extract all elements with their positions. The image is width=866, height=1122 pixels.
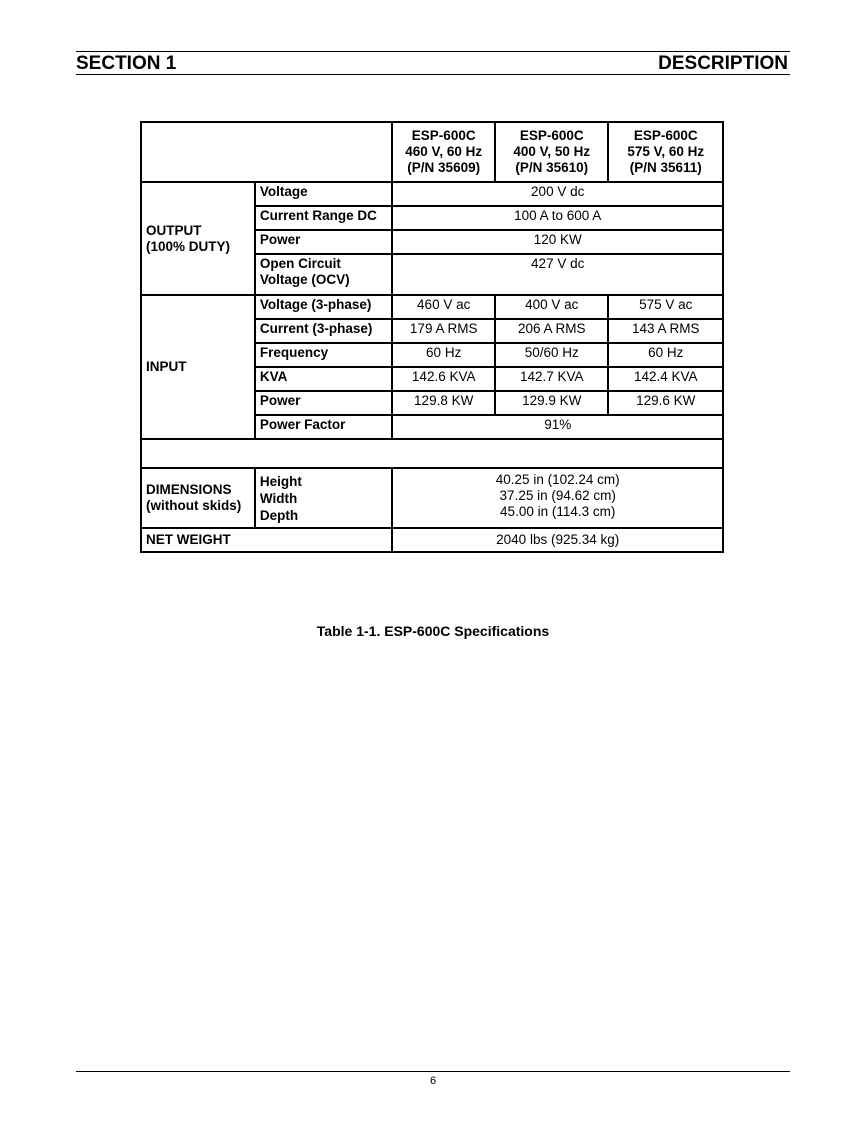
input-group-label: INPUT	[141, 295, 255, 439]
input-power-factor-label: Power Factor	[255, 415, 393, 439]
input-frequency-35609: 60 Hz	[392, 343, 495, 367]
output-power-value: 120 KW	[392, 230, 723, 254]
table-row	[141, 182, 723, 206]
input-kva-label: KVA	[255, 367, 393, 391]
input-current-35610: 206 A RMS	[495, 319, 609, 343]
output-ocv-value: 427 V dc	[392, 254, 723, 295]
column-header-35611: ESP-600C 575 V, 60 Hz (P/N 35611)	[608, 122, 723, 182]
input-frequency-label: Frequency	[255, 343, 393, 367]
output-group-label: OUTPUT (100% DUTY)	[141, 182, 255, 295]
dimensions-label: DIMENSIONS (without skids)	[141, 468, 255, 528]
input-voltage-label: Voltage (3-phase)	[255, 295, 393, 319]
column-header-35609: ESP-600C 460 V, 60 Hz (P/N 35609)	[392, 122, 495, 182]
input-power-35611: 129.6 KW	[608, 391, 723, 415]
output-voltage-value: 200 V dc	[392, 182, 723, 206]
output-current-value: 100 A to 600 A	[392, 206, 723, 230]
section-number: SECTION 1	[76, 53, 177, 74]
output-power-label: Power	[255, 230, 393, 254]
dimensions-values: 40.25 in (102.24 cm) 37.25 in (94.62 cm) 45.00 in (114.3 cm)	[392, 468, 723, 528]
net-weight-label: NET WEIGHT	[141, 528, 392, 552]
output-current-label: Current Range DC	[255, 206, 393, 230]
section-title: DESCRIPTION	[658, 53, 788, 74]
input-power-35610: 129.9 KW	[495, 391, 609, 415]
input-power-factor-value: 91%	[392, 415, 723, 439]
page-number: 6	[429, 1075, 437, 1087]
spacer-cell	[141, 439, 723, 468]
spacer-row	[141, 439, 723, 468]
net-weight-value: 2040 lbs (925.34 kg)	[392, 528, 723, 552]
input-kva-35611: 142.4 KVA	[608, 367, 723, 391]
input-voltage-35610: 400 V ac	[495, 295, 609, 319]
input-frequency-35610: 50/60 Hz	[495, 343, 609, 367]
column-header-35610: ESP-600C 400 V, 50 Hz (P/N 35610)	[495, 122, 609, 182]
input-kva-35609: 142.6 KVA	[392, 367, 495, 391]
table-row	[141, 528, 723, 552]
dimensions-axis-labels: Height Width Depth	[255, 468, 393, 528]
table-row	[141, 468, 723, 528]
input-voltage-35609: 460 V ac	[392, 295, 495, 319]
output-ocv-label: Open Circuit Voltage (OCV)	[255, 254, 393, 295]
section-header	[76, 51, 790, 75]
input-kva-35610: 142.7 KVA	[495, 367, 609, 391]
input-current-35609: 179 A RMS	[392, 319, 495, 343]
header-empty-cell	[141, 122, 392, 182]
specifications-table	[140, 121, 724, 553]
output-voltage-label: Voltage	[255, 182, 393, 206]
table-row	[141, 295, 723, 319]
input-power-35609: 129.8 KW	[392, 391, 495, 415]
table-header-row	[141, 122, 723, 182]
input-current-35611: 143 A RMS	[608, 319, 723, 343]
input-current-label: Current (3-phase)	[255, 319, 393, 343]
input-frequency-35611: 60 Hz	[608, 343, 723, 367]
table-caption: Table 1-1. ESP-600C Specifications	[316, 623, 550, 639]
footer-rule	[76, 1071, 790, 1072]
input-voltage-35611: 575 V ac	[608, 295, 723, 319]
input-power-label: Power	[255, 391, 393, 415]
